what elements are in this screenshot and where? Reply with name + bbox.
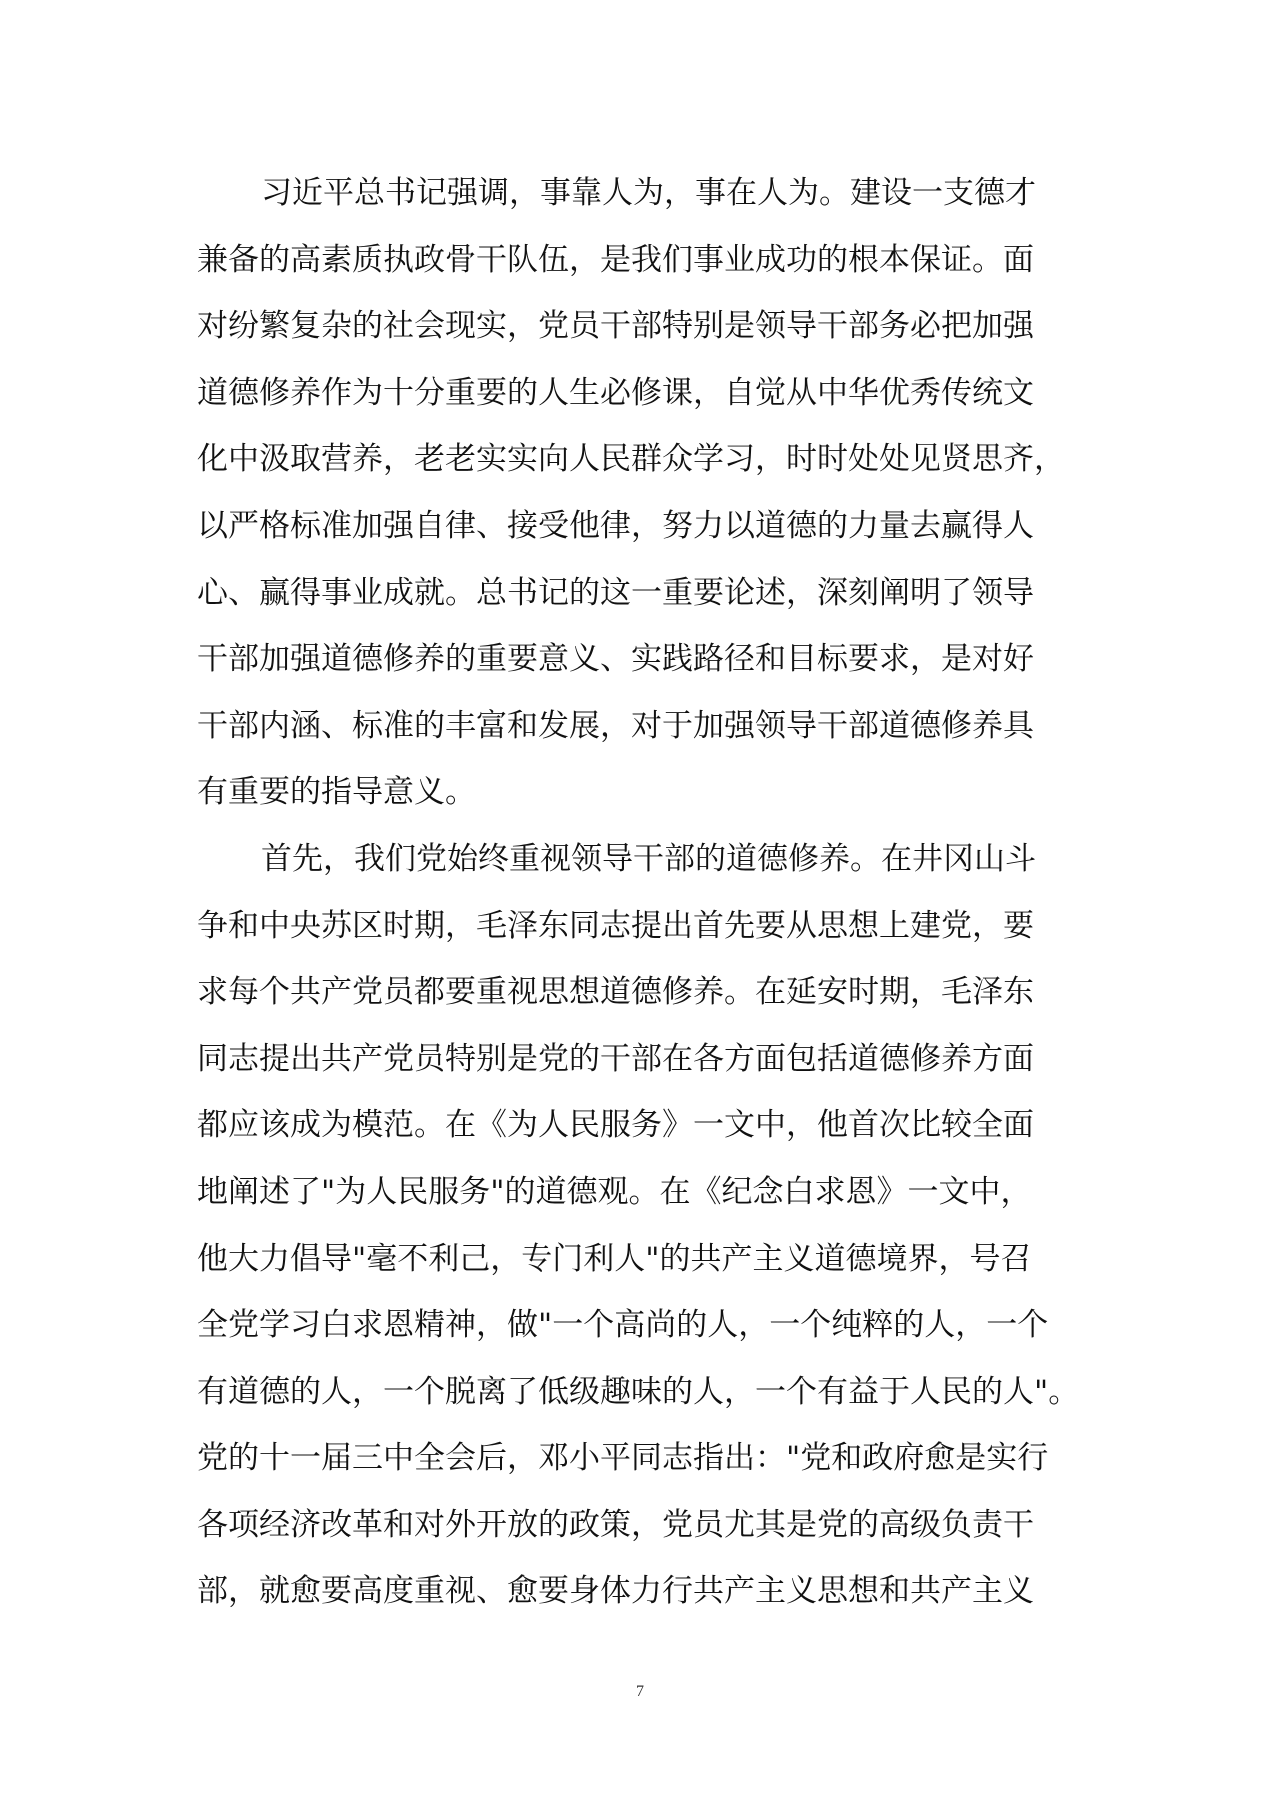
body-text xyxy=(197,160,1080,1625)
paragraph-line: 首先，我们党始终重视领导干部的道德修养。在井冈山斗 xyxy=(261,840,1036,877)
paragraph-line: 党的十一届三中全会后，邓小平同志指出："党和政府愈是实行 xyxy=(197,1440,1049,1477)
paragraph-1 xyxy=(197,160,1077,826)
paragraph-line: 全党学习白求恩精神，做"一个高尚的人，一个纯粹的人，一个 xyxy=(197,1307,1049,1344)
paragraph-line: 都应该成为模范。在《为人民服务》一文中，他首次比较全面 xyxy=(197,1107,1034,1144)
paragraph-line: 习近平总书记强调，事靠人为，事在人为。建设一支德才 xyxy=(261,175,1036,211)
paragraph-line: 道德修养作为十分重要的人生必修课，自觉从中华优秀传统文 xyxy=(197,374,1034,411)
paragraph-line: 地阐述了"为人民服务"的道德观。在《纪念白求恩》一文中， xyxy=(197,1173,1032,1210)
paragraph-line: 部，就愈要高度重视、愈要身体力行共产主义思想和共产主义 xyxy=(197,1573,1034,1610)
paragraph-line: 化中汲取营养，老老实实向人民群众学习，时时处处见贤思齐， xyxy=(197,441,1065,478)
paragraph-line: 干部加强道德修养的重要意义、实践路径和目标要求，是对好 xyxy=(197,641,1034,678)
paragraph-line: 干部内涵、标准的丰富和发展，对于加强领导干部道德修养具 xyxy=(197,707,1034,744)
paragraph-line: 对纷繁复杂的社会现实，党员干部特别是领导干部务必把加强 xyxy=(197,308,1034,345)
paragraph-line: 争和中央苏区时期，毛泽东同志提出首先要从思想上建党，要 xyxy=(197,907,1034,944)
paragraph-line: 以严格标准加强自律、接受他律，努力以道德的力量去赢得人 xyxy=(197,507,1034,544)
paragraph-line: 他大力倡导"毫不利己，专门利人"的共产主义道德境界，号召 xyxy=(197,1240,1032,1277)
paragraph-line: 各项经济改革和对外开放的政策，党员尤其是党的高级负责干 xyxy=(197,1506,1034,1543)
page-number: 7 xyxy=(636,1683,644,1700)
paragraph-line: 求每个共产党员都要重视思想道德修养。在延安时期，毛泽东 xyxy=(197,974,1034,1011)
paragraph-line: 有重要的指导意义。 xyxy=(197,774,476,811)
paragraph-line: 兼备的高素质执政骨干队伍，是我们事业成功的根本保证。面 xyxy=(197,241,1034,278)
paragraph-line: 心、赢得事业成就。总书记的这一重要论述，深刻阐明了领导 xyxy=(197,574,1034,611)
paragraph-2 xyxy=(197,826,1080,1625)
paragraph-line: 有道德的人，一个脱离了低级趣味的人，一个有益于人民的人"。 xyxy=(197,1373,1080,1410)
paragraph-line: 同志提出共产党员特别是党的干部在各方面包括道德修养方面 xyxy=(197,1040,1034,1077)
